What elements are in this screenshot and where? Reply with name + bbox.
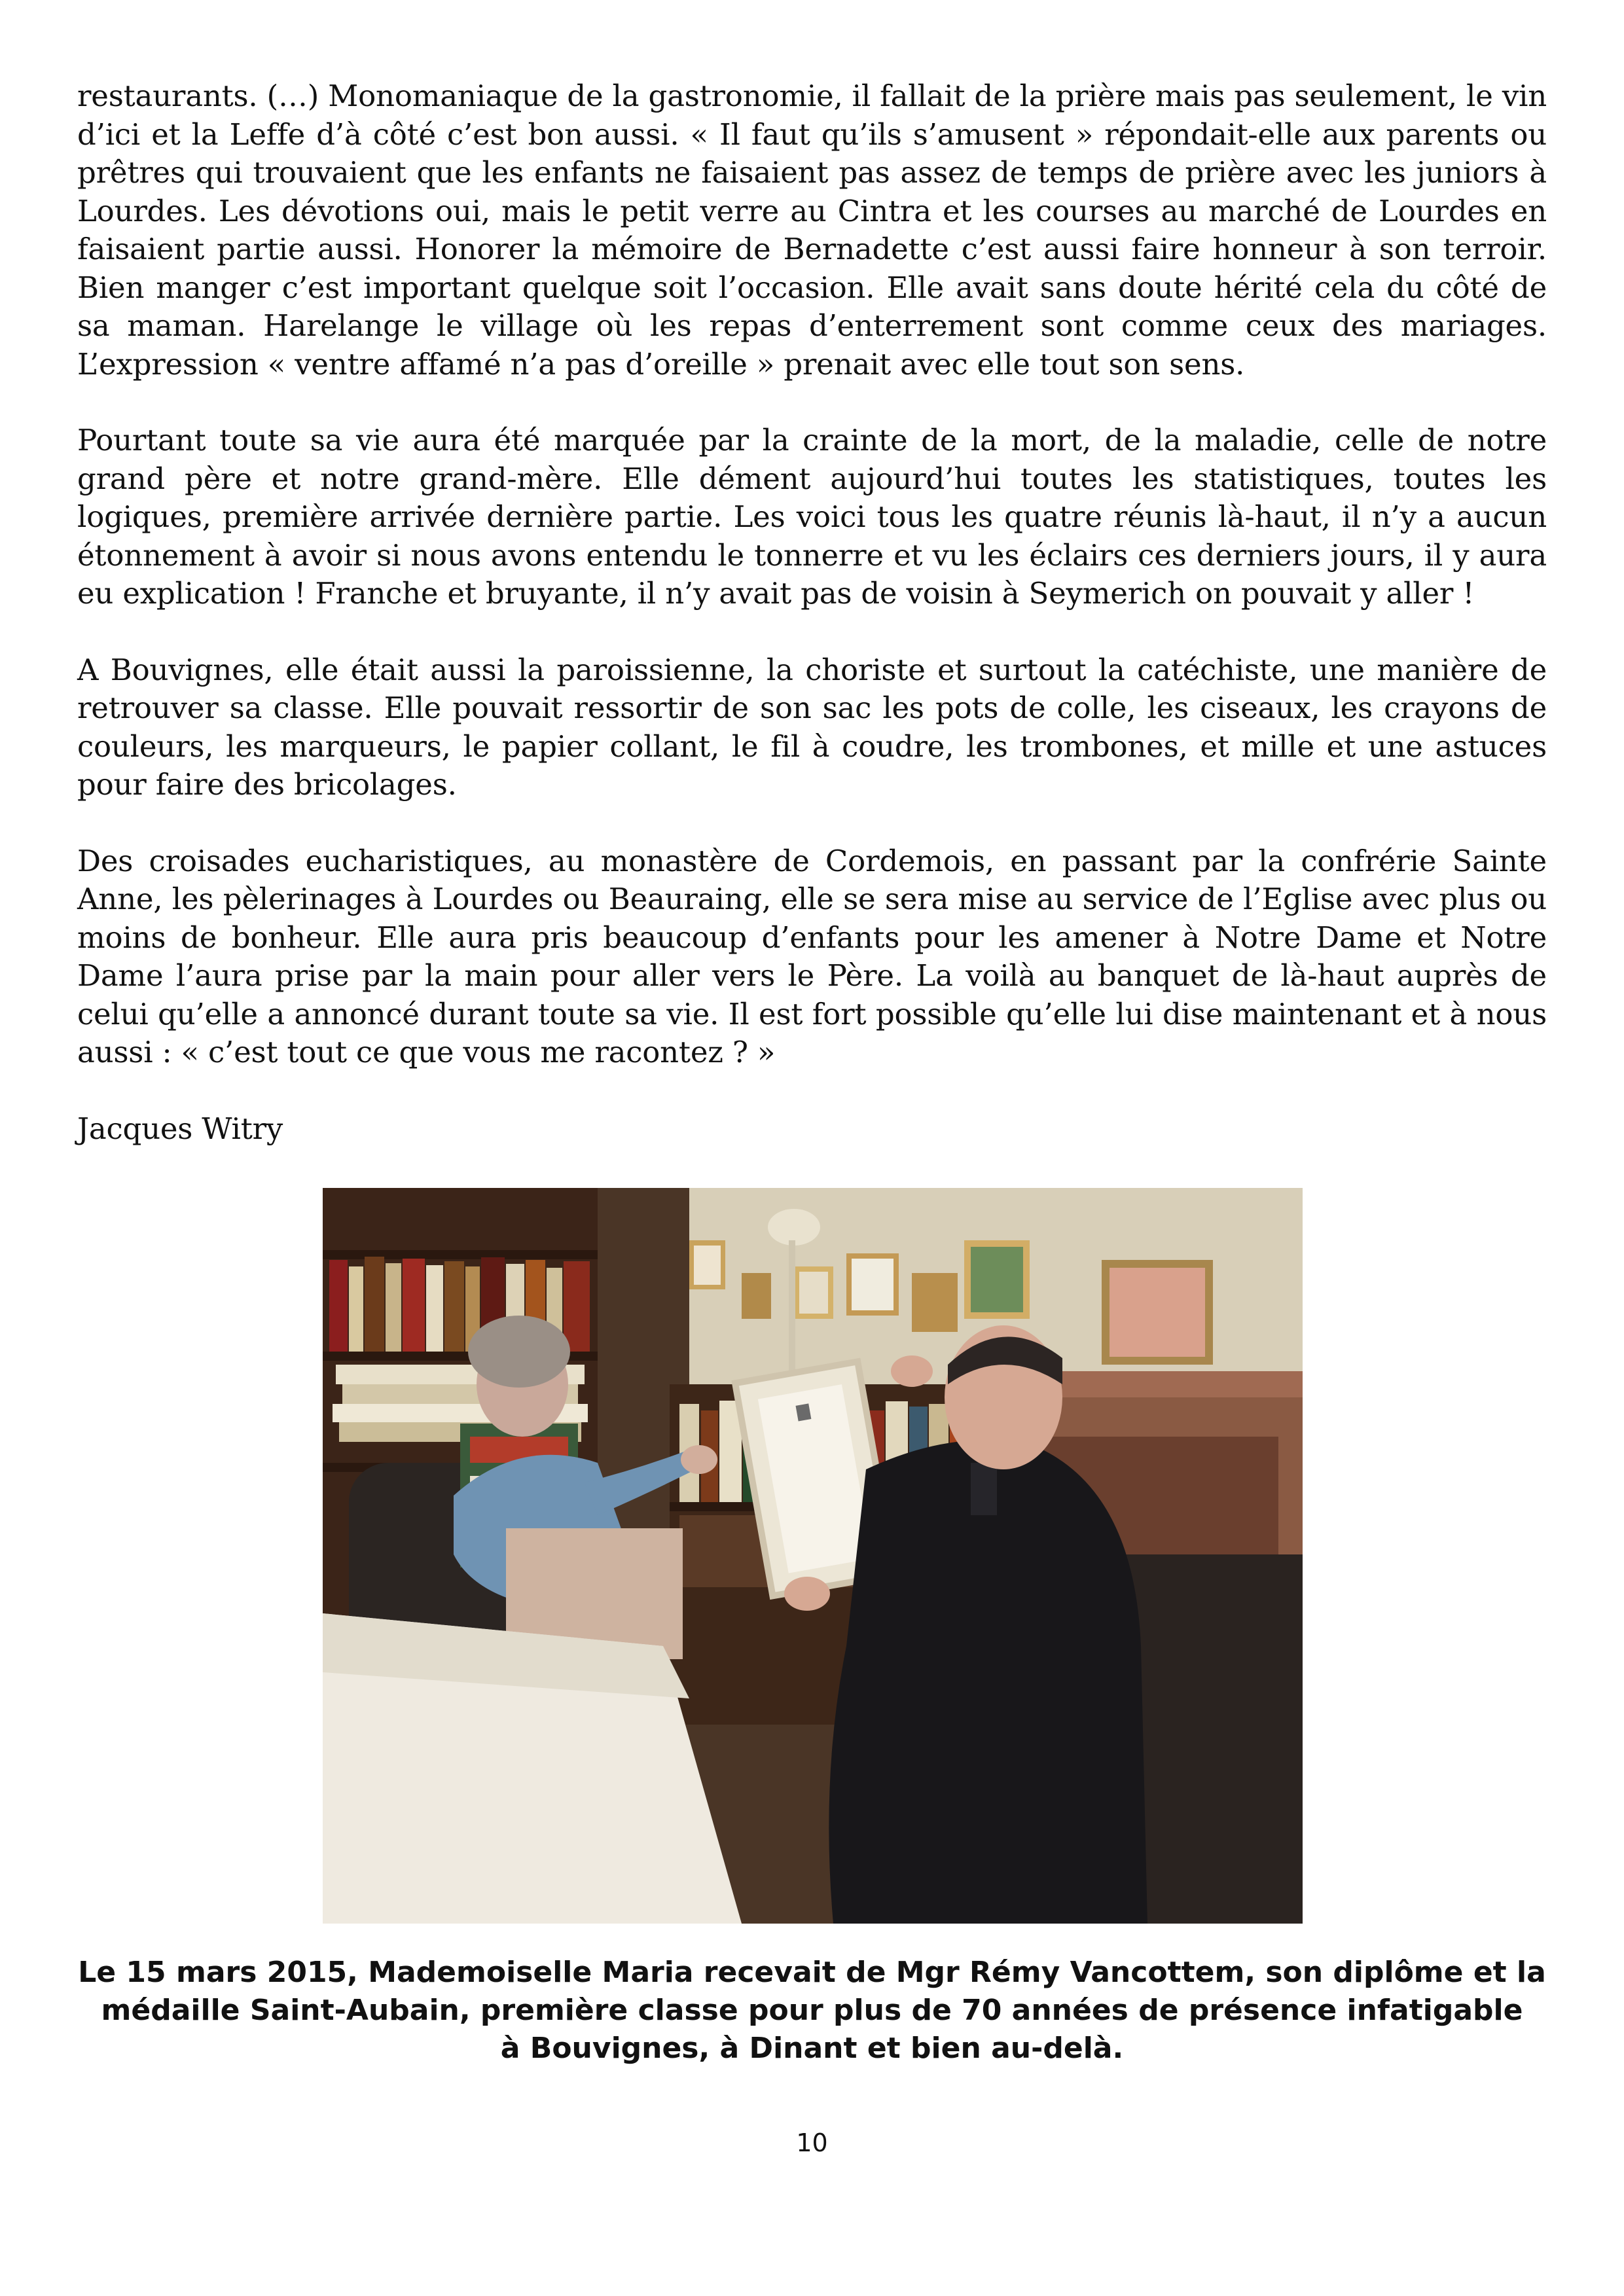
caption-line-1: Le 15 mars 2015, Mademoiselle Maria recevait de Mgr Rémy Vancottem, son diplôme et la (78, 1956, 1546, 1989)
caption-line-2: médaille Saint-Aubain, première classe pour plus de 70 années de présence infatigable (101, 1994, 1523, 2027)
article-body (77, 77, 1547, 1186)
paragraph-2: Pourtant toute sa vie aura été marquée par la crainte de la mort, de la maladie, celle de notre grand père et notre grand-mère. Elle dément aujourd’hui toutes les statistiques, toutes les logiques, première arrivée dernière partie. Les voici tous les quatre réunis là-haut, il n’y a aucun étonnement à avoir si nous avons entendu le tonnerre et vu les éclairs ces derniers jours, il y aura eu explication ! Franche et bruyante, il n’y avait pas de voisin à Seymerich on pouvait y aller ! (77, 423, 1547, 611)
paragraph-3: A Bouvignes, elle était aussi la paroissienne, la choriste et surtout la catéchiste, une manière de retrouver sa classe. Elle pouvait ressortir de son sac les pots de colle, les ciseaux, les crayons de couleurs, les marqueurs, le papier collant, le fil à coudre, les trombones, et mille et une astuces pour faire des bricolages. (77, 652, 1547, 802)
photo-caption (77, 1954, 1547, 2068)
paragraph-1: restaurants. (…) Monomaniaque de la gastronomie, il fallait de la prière mais pas seulement, le vin d’ici et la Leffe d’à côté c’est bon aussi. « Il faut qu’ils s’amusent » répondait-elle aux parents ou prêtres qui trouvaient que les enfants ne faisaient pas assez de temps de prière avec les juniors à Lourdes. Les dévotions oui, mais le petit verre au Cintra et les courses au marché de Lourdes en faisaient partie aussi. Honorer la mémoire de Bernadette c’est aussi faire honneur à son terroir. Bien manger c’est important quelque soit l’occasion. Elle avait sans doute hérité cela du côté de sa maman. Harelange le village où les repas d’enterrement sont comme ceux des mariages. L’expression « ventre affamé n’a pas d’oreille » prenait avec elle tout son sens. (77, 79, 1547, 382)
caption-line-3: à Bouvignes, à Dinant et bien au-delà. (500, 2032, 1124, 2065)
page-number: 10 (796, 2128, 828, 2157)
photo-illustration (323, 1188, 1303, 1924)
photo-award-ceremony (323, 1188, 1303, 1924)
paragraph-4: Des croisades eucharistiques, au monastère de Cordemois, en passant par la confrérie Sainte Anne, les pèlerinages à Lourdes ou Beauraing, elle se sera mise au service de l’Eglise avec plus ou moins de bonheur. Elle aura pris beaucoup d’enfants pour les amener à Notre Dame et Notre Dame l’aura prise par la main pour aller vers le Père. La voilà au banquet de là-haut auprès de celui qu’elle a annoncé durant toute sa vie. Il est fort possible qu’elle lui dise maintenant et à nous aussi : « c’est tout ce que vous me racontez ? » (77, 843, 1547, 1069)
author-signature: Jacques Witry (77, 1111, 283, 1146)
